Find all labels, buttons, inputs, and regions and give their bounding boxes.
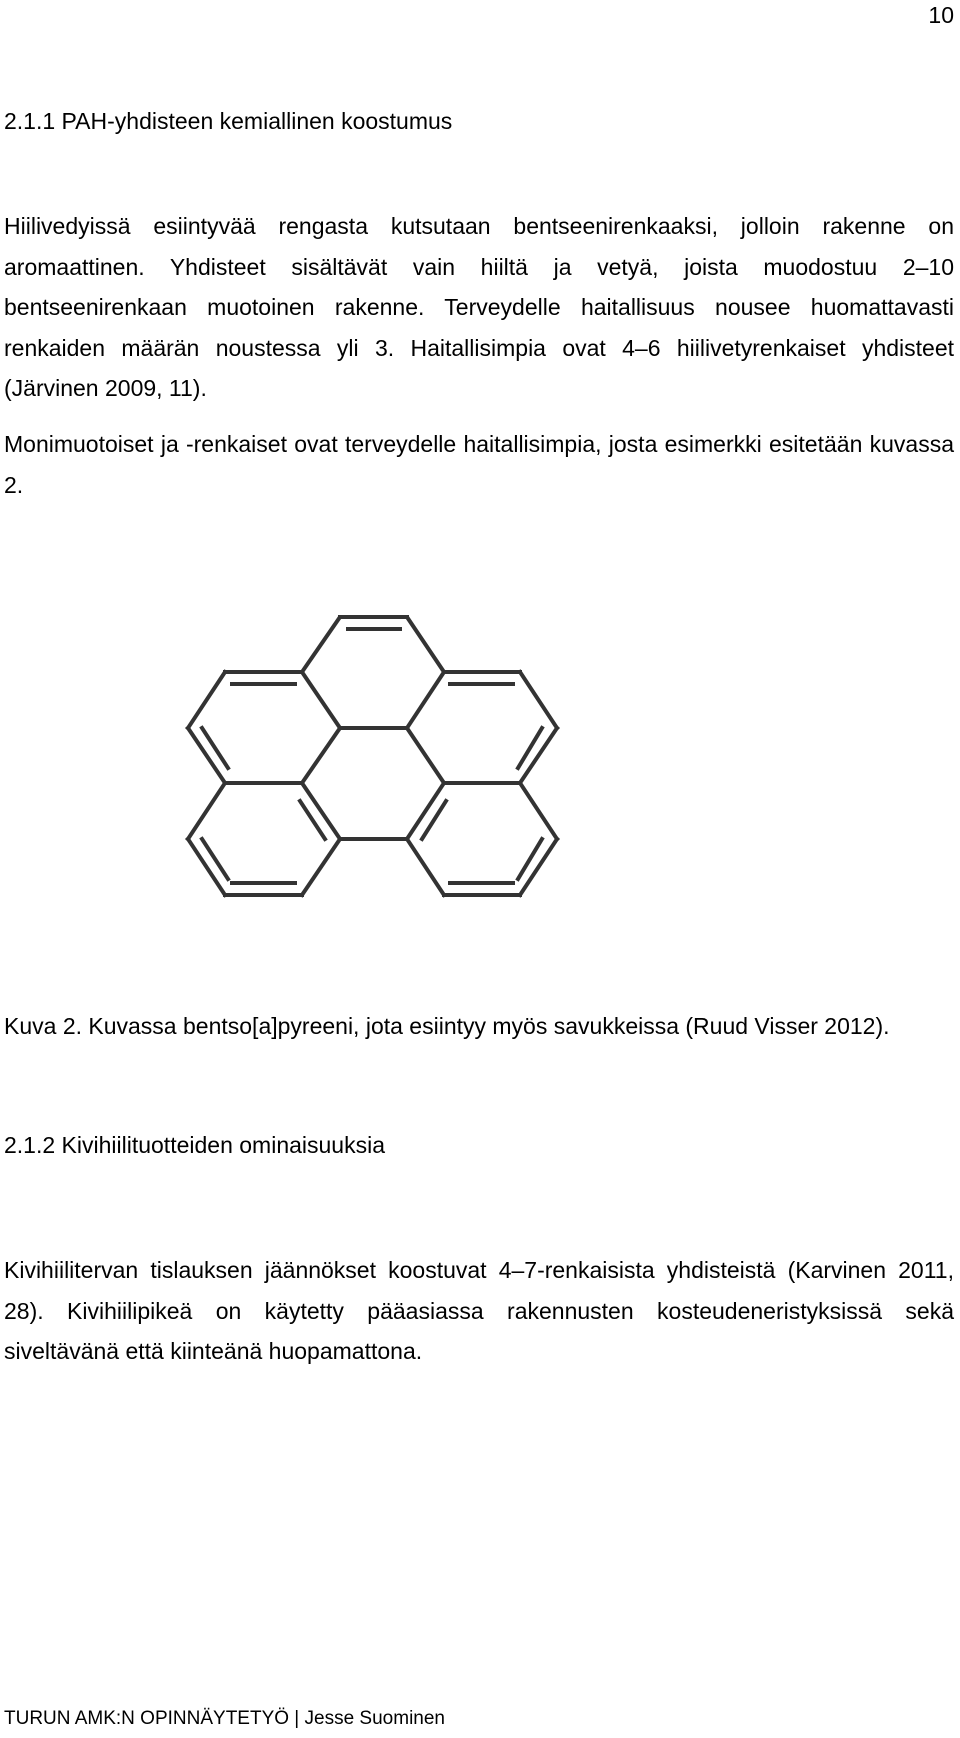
- benzopyrene-structure-figure: [180, 615, 780, 975]
- figure-caption: Kuva 2. Kuvassa bentso[a]pyreeni, jota esiintyy myös savukkeissa (Ruud Visser 2012).: [4, 1013, 890, 1039]
- page-number: 10: [928, 2, 954, 28]
- paragraph: Kivihiilitervan tislauksen jäännökset koostuvat 4–7-renkaisista yhdisteistä (Karvinen 2011, 28). Kivihiilipikeä on käytetty pääasiassa rakennusten kosteudeneristyksissä sekä siveltävänä että kiinteänä huopamattona.: [4, 1257, 954, 1364]
- section-heading: 2.1.1 PAH-yhdisteen kemiallinen koostumus: [4, 108, 453, 134]
- section-heading: 2.1.2 Kivihiilituotteiden ominaisuuksia: [4, 1132, 385, 1158]
- paragraph: Monimuotoiset ja -renkaiset ovat terveydelle haitallisimpia, josta esimerkki esitetään kuvassa 2.: [4, 431, 954, 498]
- paragraph: Hiilivedyissä esiintyvää rengasta kutsutaan bentseenirenkaaksi, jolloin rakenne on aromaattinen. Yhdisteet sisältävät vain hiiltä ja vetyä, joista muodostuu 2–10 bentseenirenkaan muotoinen rakenne. Terveydelle haitallisuus nousee huomattavasti renkaiden määrän noustessa yli 3. Haitallisimpia ovat 4–6 hiilivetyrenkaiset yhdisteet (Järvinen 2009, 11).: [4, 213, 954, 401]
- footer: TURUN AMK:N OPINNÄYTETYÖ | Jesse Suominen: [4, 1708, 445, 1729]
